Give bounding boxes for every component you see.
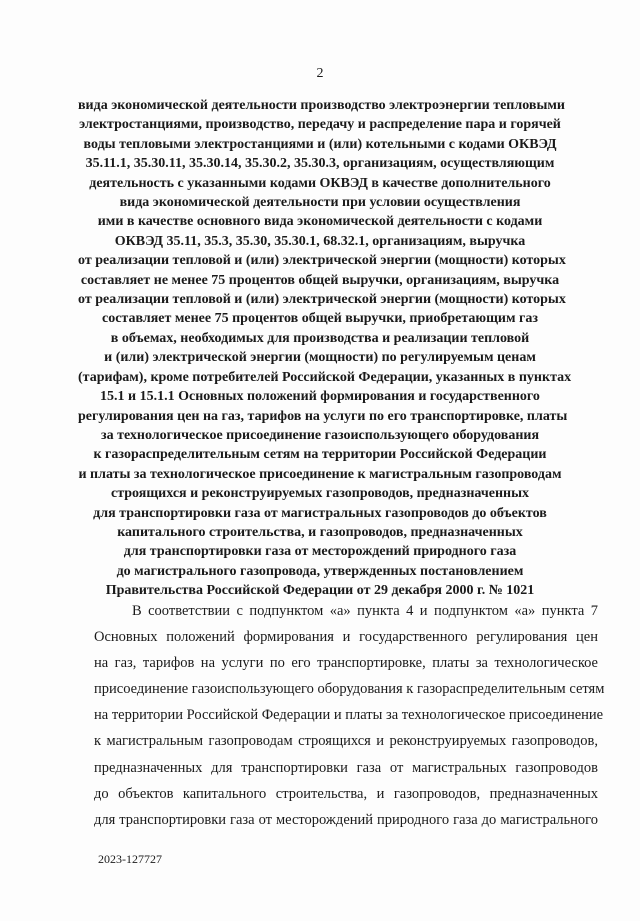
title-line: для транспортировки газа от магистральных газопроводов до объектов — [93, 505, 547, 521]
body-line: для транспортировки газа от месторождений природного газа до магистрального — [94, 811, 598, 828]
title-line: 15.1 и 15.1.1 Основных положений формирования и государственного — [100, 389, 540, 405]
body-line: предназначенных для транспортировки газа от магистральных газопроводов — [94, 759, 598, 776]
document-code: 2023-127727 — [98, 852, 162, 866]
body-paragraph — [94, 598, 605, 833]
title-line: деятельность с указанными кодами ОКВЭД в качестве дополнительного — [89, 175, 551, 191]
title-line: воды тепловыми электростанциями и (или) котельными с кодами ОКВЭД — [83, 136, 557, 152]
title-line: электростанциями, производство, передачу и распределение пара и горячей — [79, 117, 561, 133]
body-line: на территории Российской Федерации и платы за технологическое присоединение — [94, 707, 604, 724]
title-line: вида экономической деятельности производство электроэнергии тепловыми — [78, 98, 565, 113]
title-line: вида экономической деятельности при условии осуществления — [119, 195, 521, 211]
title-line: от реализации тепловой и (или) электрической энергии (мощности) которых — [78, 253, 566, 269]
body-line: до объектов капитального строительства, и газопроводов, предназначенных — [94, 785, 598, 802]
document-title — [78, 96, 572, 601]
body-line: В соответствии с подпунктом «а» пункта 4 и подпунктом «а» пункта 7 — [132, 603, 598, 619]
title-line: составляет не менее 75 процентов общей выручки, организациям, выручка — [80, 272, 560, 288]
body-line: к магистральным газопроводам строящихся и реконструируемых газопроводов, — [94, 733, 598, 750]
body-line: присоединение газоиспользующего оборудования к газораспределительным сетям — [94, 681, 605, 698]
title-line: капитального строительства, и газопроводов, предназначенных — [117, 524, 523, 540]
title-line: 35.11.1, 35.30.11, 35.30.14, 35.30.2, 35.30.3, организациям, осуществляющим — [85, 156, 555, 172]
title-line: ими в качестве основного вида экономической деятельности с кодами — [97, 214, 543, 230]
title-line: за технологическое присоединение газоиспользующего оборудования — [100, 427, 540, 443]
title-line: (тарифам), кроме потребителей Российской Федерации, указанных в пунктах — [78, 369, 572, 385]
body-line: на газ, тарифов на услуги по его транспортировке, платы за технологическое — [94, 655, 598, 672]
title-line: для транспортировки газа от месторождений природного газа — [123, 544, 517, 560]
page-number: 2 — [316, 66, 324, 81]
title-line: составляет менее 75 процентов общей выручки, приобретающим газ — [101, 311, 538, 327]
title-line: и (или) электрической энергии (мощности) по регулируемым ценам — [104, 350, 536, 366]
title-line: до магистрального газопровода, утвержденных постановлением — [116, 563, 524, 579]
title-line: к газораспределительным сетям на территории Российской Федерации — [93, 447, 547, 463]
body-line: Основных положений формирования и государственного регулирования цен — [94, 629, 598, 646]
title-line: ОКВЭД 35.11, 35.3, 35.30, 35.30.1, 68.32.1, организациям, выручка — [114, 233, 526, 249]
title-line: Правительства Российской Федерации от 29 декабря 2000 г. № 1021 — [105, 583, 535, 599]
title-line: и платы за технологическое присоединение к магистральным газопроводам — [78, 466, 562, 482]
title-line: в объемах, необходимых для производства и реализации тепловой — [110, 330, 530, 346]
title-line: регулирования цен на газ, тарифов на услуги по его транспортировке, платы — [78, 408, 568, 424]
title-line: от реализации тепловой и (или) электрической энергии (мощности) которых — [78, 292, 566, 308]
title-line: строящихся и реконструируемых газопроводов, предназначенных — [110, 486, 530, 502]
